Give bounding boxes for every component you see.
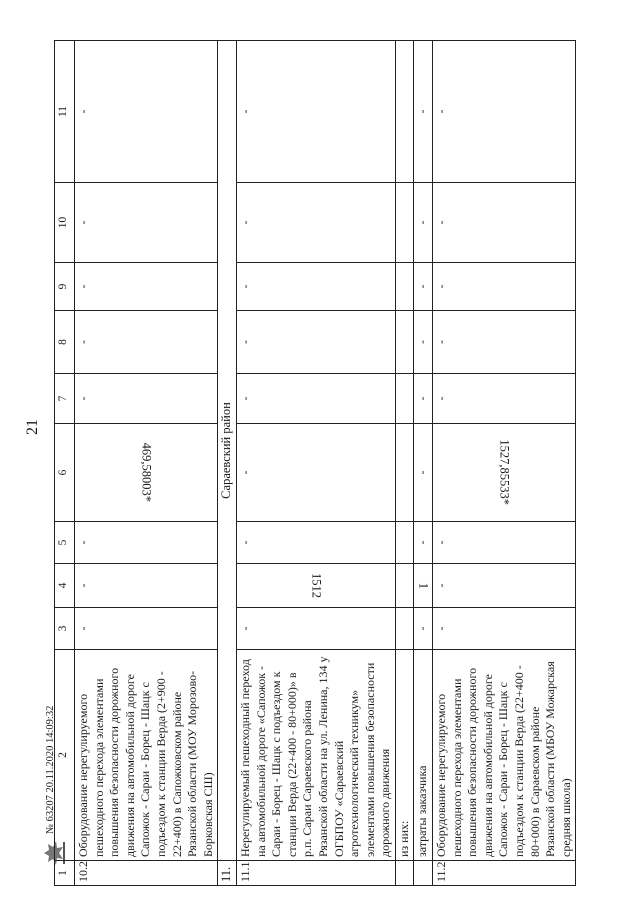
row-subtitle: затраты заказчика: [414, 650, 433, 861]
table-cell: [414, 861, 433, 886]
column-header: 2: [55, 650, 75, 861]
table-cell: [395, 263, 414, 311]
table-cell: -: [414, 608, 433, 650]
table-cell: -: [414, 183, 433, 263]
stamp-text: № 63207 20.11.2020 14:09:32: [45, 705, 56, 834]
table-cell: -: [75, 522, 218, 564]
table-cell: -: [414, 263, 433, 311]
table-cell: [395, 608, 414, 650]
rotated-page: [54, 41, 640, 886]
table-cell: [395, 522, 414, 564]
table-cell: [75, 424, 218, 522]
table-cell: -: [75, 41, 218, 183]
table-cell: -: [433, 183, 576, 263]
table-cell: -: [236, 608, 395, 650]
rotated-value: 1527,85533*: [498, 439, 513, 506]
row-description: Нерегулируемый пешеходный переход на автомобильной дороге «Сапожок - Сараи - Борец - Шацк с подъездом к станции Верда (22+400 - 80+000)» в р.п. Сараи Сараевского района Рязанской области на ул. Ленина, 134 у ОГБПОУ «Сараевский агротехнологический техникум» элементами повышения безопасности дорожного движения: [236, 650, 395, 861]
column-header: 3: [55, 608, 75, 650]
table-cell: [395, 564, 414, 608]
table-cell: -: [433, 522, 576, 564]
table-cell: -: [414, 424, 433, 522]
row-number: 11.2: [433, 861, 576, 886]
table-cell: [395, 374, 414, 424]
table-cell: -: [414, 522, 433, 564]
table-row: [75, 41, 218, 886]
table-cell: [433, 424, 576, 522]
table-cell: -: [414, 374, 433, 424]
table-cell: [414, 564, 433, 608]
table-cell: -: [75, 564, 218, 608]
table-cell: -: [75, 311, 218, 374]
section-title: Сараевский район: [218, 41, 237, 861]
table-cell: [395, 41, 414, 183]
table-cell: [236, 564, 395, 608]
column-header: 4: [55, 564, 75, 608]
table-cell: -: [236, 183, 395, 263]
table-cell: [395, 183, 414, 263]
table-cell: -: [75, 263, 218, 311]
rotated-value: 1: [417, 582, 432, 589]
table-cell: -: [75, 183, 218, 263]
table-cell: [395, 861, 414, 886]
table-cell: -: [433, 41, 576, 183]
header-row: [55, 41, 75, 886]
budget-table: [54, 40, 576, 886]
column-header: 9: [55, 263, 75, 311]
table-row: [414, 41, 433, 886]
table-row: [236, 41, 395, 886]
table-cell: [395, 424, 414, 522]
column-header: 10: [55, 183, 75, 263]
column-header: 6: [55, 424, 75, 522]
rotated-value: 469,58003*: [139, 442, 154, 503]
row-number: 10.2: [75, 861, 218, 886]
table-cell: -: [433, 564, 576, 608]
table-cell: -: [433, 608, 576, 650]
section-row: [218, 41, 237, 886]
table-cell: -: [75, 374, 218, 424]
column-header: 11: [55, 41, 75, 183]
table-row: [395, 41, 414, 886]
table-cell: -: [433, 263, 576, 311]
table-cell: -: [236, 263, 395, 311]
table-cell: -: [236, 424, 395, 522]
column-header: 8: [55, 311, 75, 374]
table-cell: -: [236, 374, 395, 424]
page-number: 21: [24, 419, 41, 435]
table-cell: -: [433, 374, 576, 424]
table-cell: -: [433, 311, 576, 374]
table-cell: -: [236, 522, 395, 564]
row-description: Оборудование нерегулируемого пешеходного перехода элементами повышения безопасности дорожного движения на автомобильной дороге Сапожок - Сараи - Борец - Шацк с подъездом к станции Верда (22+400 - 80+000) в Сараевском районе Рязанской области (МБОУ Можарская средняя школа): [433, 650, 576, 861]
column-header: 5: [55, 522, 75, 564]
table-cell: -: [75, 608, 218, 650]
table-cell: -: [414, 41, 433, 183]
rotated-value: 1512: [309, 573, 324, 598]
row-number: 11.: [218, 861, 237, 886]
column-header: 1: [55, 861, 75, 886]
column-header: 7: [55, 374, 75, 424]
row-subtitle: из них:: [395, 650, 414, 861]
table-cell: -: [236, 311, 395, 374]
table-cell: -: [414, 311, 433, 374]
row-number: 11.1: [236, 861, 395, 886]
table-cell: [395, 311, 414, 374]
table-cell: -: [236, 41, 395, 183]
table-row: [433, 41, 576, 886]
row-description: Оборудование нерегулируемого пешеходного перехода элементами повышения безопасности дорожного движения на автомобильной дороге Сапожок - Сараи - Борец - Шацк с подъездом к станции Верда (2+900 - 22+400) в Сапожковском районе Рязанской области (МОУ Морозово-Борковская СШ): [75, 650, 218, 861]
